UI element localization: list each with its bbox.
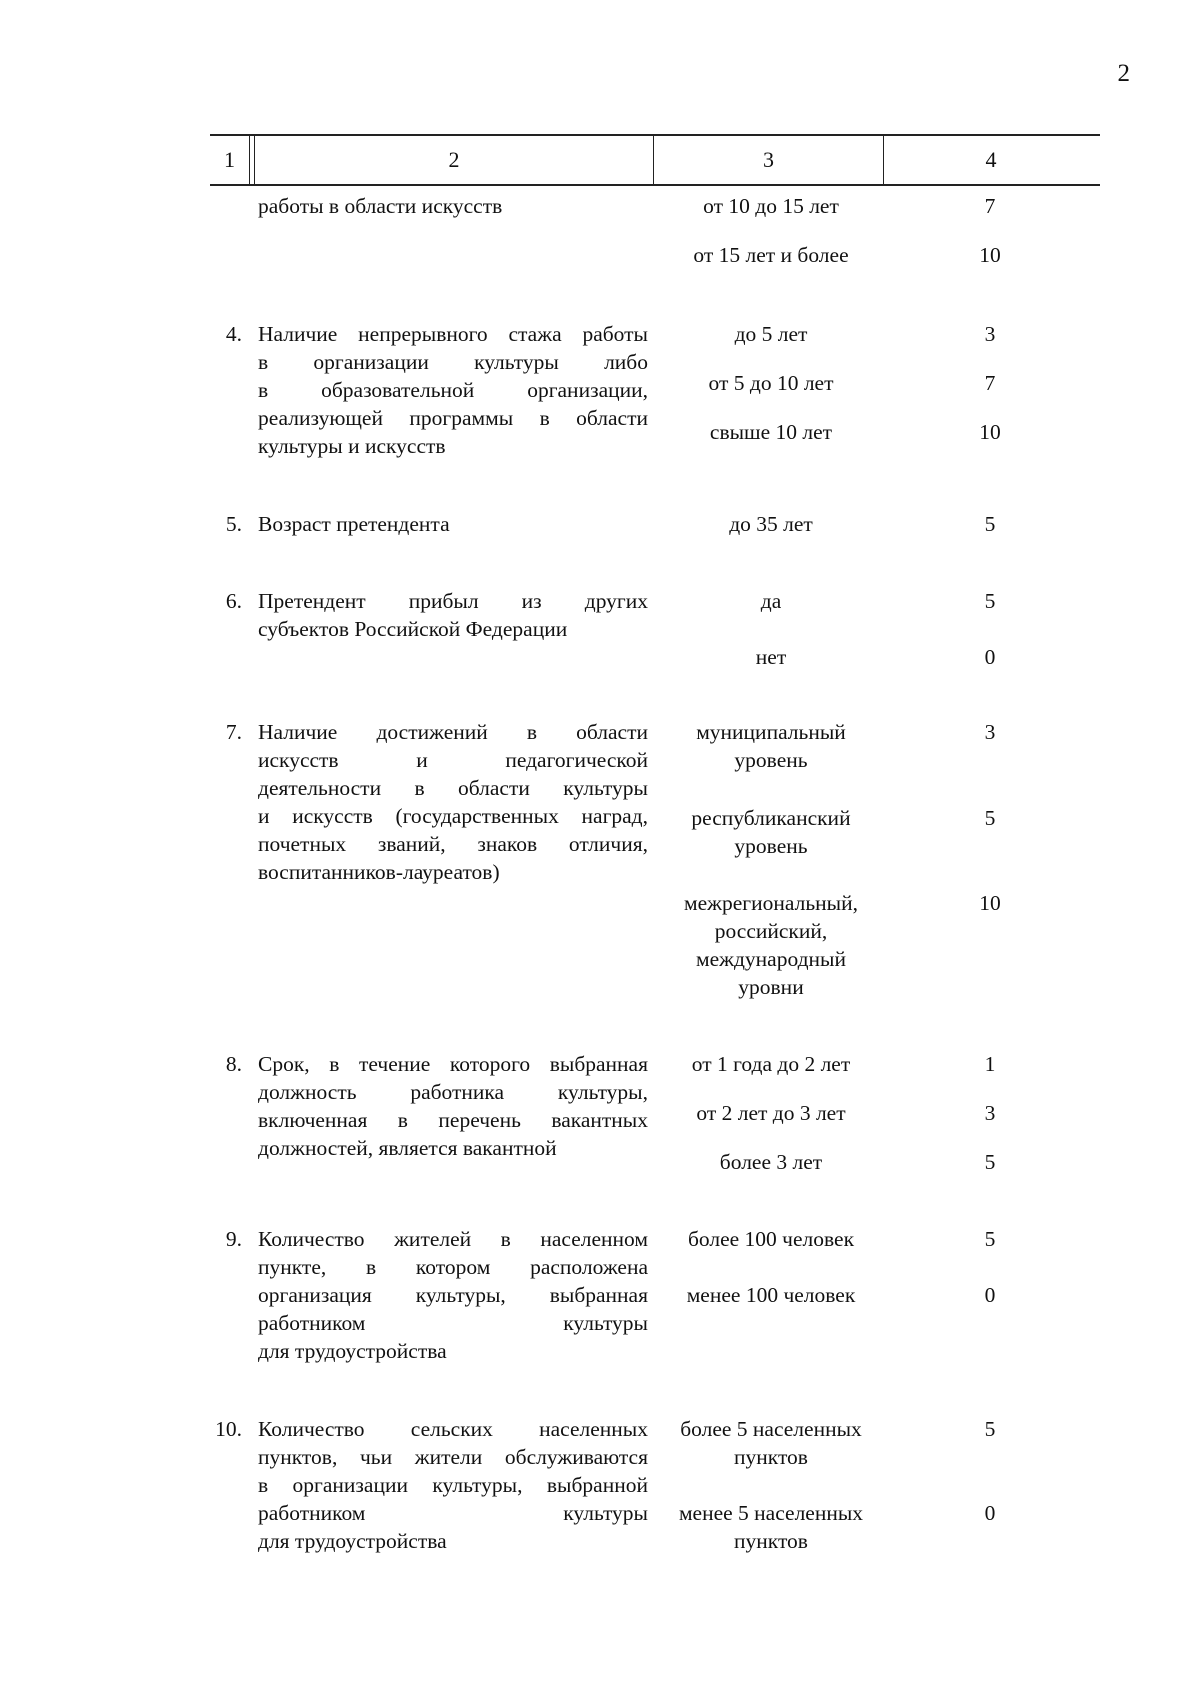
row-number: 5. (225, 512, 242, 536)
option-points: 3 (984, 322, 996, 346)
criterion-text (258, 510, 648, 538)
option-points: 7 (984, 371, 996, 395)
option-points: 5 (984, 512, 996, 536)
criterion-text (258, 320, 648, 460)
option-points: 7 (984, 194, 996, 218)
criterion-line: Количество сельских населенных (258, 1417, 648, 1441)
option-value: от 10 до 15 лет (703, 194, 839, 218)
option-value: от 5 до 10 лет (708, 371, 834, 395)
criterion-line: включенная в перечень вакантных (258, 1108, 648, 1132)
option-points: 3 (984, 720, 996, 744)
criterion-line: реализующей программы в области (258, 406, 648, 430)
criterion-line: Срок, в течение которого выбранная (258, 1052, 648, 1076)
table-header (210, 134, 1100, 186)
header-col-4: 4 (985, 147, 997, 172)
option-value: республиканский уровень (691, 806, 851, 858)
option-points: 0 (984, 645, 996, 669)
option-value: муниципальный уровень (696, 720, 846, 772)
option-value: более 100 человек (687, 1227, 855, 1251)
criterion-line: пунктов, чьи жители обслуживаются (258, 1445, 648, 1469)
criterion-line: субъектов Российской Федерации (258, 617, 568, 641)
row-number: 7. (225, 720, 242, 744)
option-points: 3 (984, 1101, 996, 1125)
criterion-line: работником культуры (258, 1501, 648, 1525)
criterion-line: в организации культуры, выбранной (258, 1473, 648, 1497)
criterion-text (258, 192, 648, 220)
option-points: 0 (984, 1501, 996, 1525)
criterion-line: Наличие непрерывного стажа работы (258, 322, 648, 346)
option-value: до 5 лет (734, 322, 808, 346)
option-points: 5 (984, 806, 996, 830)
option-value: от 15 лет и более (693, 243, 849, 267)
row-number: 6. (225, 589, 242, 613)
criterion-line: культуры и искусств (258, 434, 446, 458)
criterion-line: работником культуры (258, 1311, 648, 1335)
option-points: 5 (984, 1417, 996, 1441)
criterion-line: Возраст претендента (258, 512, 450, 536)
header-col-2: 2 (254, 136, 654, 184)
criterion-line: деятельности в области культуры (258, 776, 648, 800)
header-col-1: 1 (210, 136, 250, 184)
criterion-line: искусств и педагогической (258, 748, 648, 772)
criterion-line: для трудоустройства (258, 1339, 447, 1363)
criterion-line: Наличие достижений в области (258, 720, 648, 744)
criterion-text (258, 1050, 648, 1162)
option-value: от 1 года до 2 лет (691, 1052, 851, 1076)
criterion-line: и искусств (государственных наград, (258, 804, 648, 828)
page-number: 2 (1117, 60, 1130, 87)
criterion-text (258, 718, 648, 886)
option-points: 10 (979, 420, 1001, 444)
criterion-line: для трудоустройства (258, 1529, 447, 1553)
option-value: менее 5 населенных пунктов (678, 1501, 864, 1553)
header-col-3: 3 (654, 136, 884, 184)
row-number: 8. (225, 1052, 242, 1076)
option-value: более 5 населенных пунктов (680, 1417, 862, 1469)
row-number: 9. (225, 1227, 242, 1251)
option-points: 5 (984, 589, 996, 613)
criterion-text (258, 1225, 648, 1365)
criterion-line: в организации культуры либо (258, 350, 648, 374)
criterion-line: почетных званий, знаков отличия, (258, 832, 648, 856)
option-points: 5 (984, 1227, 996, 1251)
criterion-line: должность работника культуры, (258, 1080, 648, 1104)
criterion-line: организация культуры, выбранная (258, 1283, 648, 1307)
criterion-line: работы в области искусств (258, 194, 503, 218)
option-value: до 35 лет (729, 512, 813, 536)
criterion-line: пункте, в котором расположена (258, 1255, 648, 1279)
option-value: нет (755, 645, 787, 669)
option-value: свыше 10 лет (709, 420, 833, 444)
criterion-line: должностей, является вакантной (258, 1136, 557, 1160)
criterion-line: воспитанников-лауреатов) (258, 860, 500, 884)
criterion-line: Претендент прибыл из других (258, 589, 648, 613)
row-number: 4. (225, 322, 242, 346)
option-value: более 3 лет (719, 1150, 823, 1174)
criterion-line: в образовательной организации, (258, 378, 648, 402)
criterion-line: Количество жителей в населенном (258, 1227, 648, 1251)
criterion-text (258, 587, 648, 643)
option-value: межрегиональный, российский, международный уровни (684, 891, 858, 999)
option-points: 1 (984, 1052, 996, 1076)
option-points: 5 (984, 1150, 996, 1174)
criterion-text (258, 1415, 648, 1555)
option-value: от 2 лет до 3 лет (696, 1101, 846, 1125)
option-points: 10 (979, 891, 1001, 915)
option-points: 10 (979, 243, 1001, 267)
option-value: да (760, 589, 782, 613)
option-points: 0 (984, 1283, 996, 1307)
row-number: 10. (215, 1417, 242, 1441)
option-value: менее 100 человек (686, 1283, 856, 1307)
